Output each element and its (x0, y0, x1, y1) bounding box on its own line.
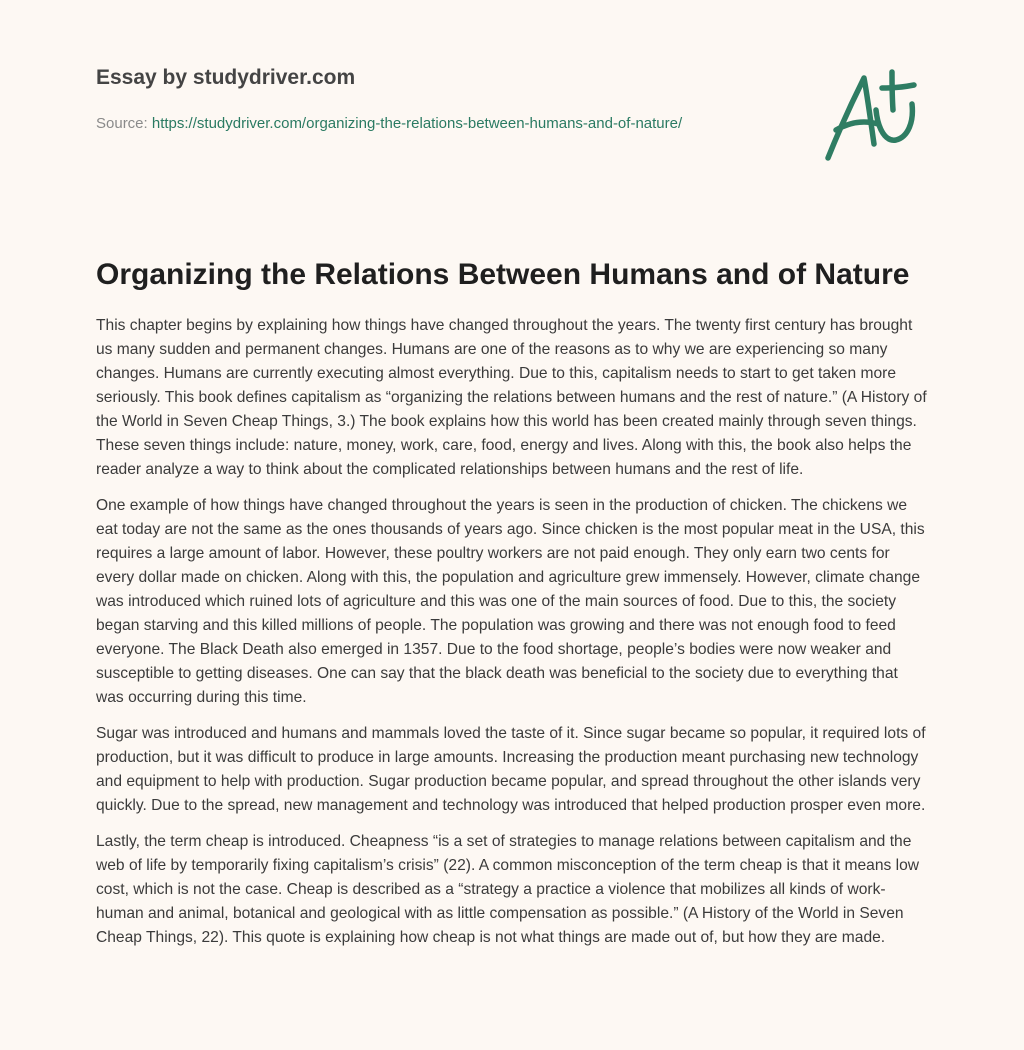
essay-paragraph: Sugar was introduced and humans and mammals loved the taste of it. Since sugar became so popular, it required lots of production, but it was difficult to produce in large amounts. Increasing the production meant purchasing new technology and equipment to help with production. Sugar production became popular, and spread throughout the other islands very quickly. Due to the spread, new management and technology was introduced that helped production prosper even more. (96, 725, 926, 814)
essay-paragraph: One example of how things have changed throughout the years is seen in the production of chicken. The chickens we eat today are not the same as the ones thousands of years ago. Since chicken is the most popular meat in the USA, this requires a large amount of labor. However, these poultry workers are not paid enough. They only earn two cents for every dollar made on chicken. Along with this, the population and agriculture grew immensely. However, climate change was introduced which ruined lots of agriculture and this was one of the main sources of food. Due to this, the society began starving and this killed millions of people. The population was growing and there was not enough food to feed everyone. The Black Death also emerged in 1357. Due to the food shortage, people’s bodies were now weaker and susceptible to getting diseases. One can say that the black death was beneficial to the society due to everything that was occurring during this time. (96, 497, 925, 706)
essay-paragraph: Lastly, the term cheap is introduced. Cheapness “is a set of strategies to manage relations between capitalism and the web of life by temporarily fixing capitalism’s crisis” (22). A common misconception of the term cheap is that it means low cost, which is not the case. Cheap is described as a “strategy a practice a violence that mobilizes all kinds of work- human and animal, botanical and geological with as little compensation as possible.” (A History of the World in Seven Cheap Things, 22). This quote is explaining how cheap is not what things are made out of, but how they are made. (96, 833, 920, 946)
essay-title: Organizing the Relations Between Humans and of Nature (96, 258, 910, 291)
source-line (96, 112, 736, 136)
source-link[interactable]: https://studydriver.com/organizing-the-relations-between-humans-and-of-nature/ (151, 115, 683, 132)
a-plus-logo-icon (820, 64, 928, 164)
source-label: Source: (96, 115, 152, 132)
essay-body (96, 314, 928, 962)
essay-paragraph: This chapter begins by explaining how things have changed throughout the years. The twenty first century has brought us many sudden and permanent changes. Humans are one of the reasons as to why we are experiencing so many changes. Humans are currently executing almost everything. Due to this, capitalism needs to start to get taken more seriously. This book defines capitalism as “organizing the relations between humans and the rest of nature.” (A History of the World in Seven Cheap Things, 3.) The book explains how this world has been created mainly through seven things. These seven things include: nature, money, work, care, food, energy and lives. Along with this, the book also helps the reader analyze a way to think about the complicated relationships between humans and the rest of life. (96, 317, 927, 478)
page-header (96, 64, 736, 136)
site-brand: Essay by studydriver.com (96, 66, 356, 89)
